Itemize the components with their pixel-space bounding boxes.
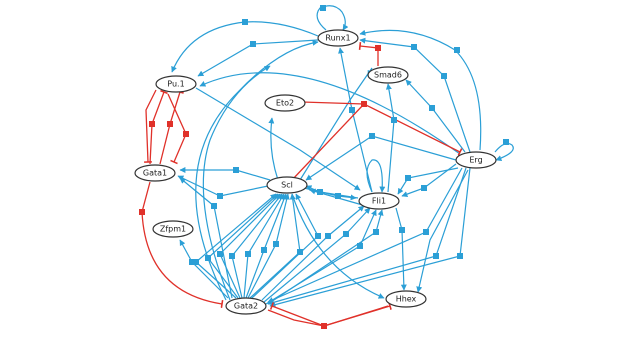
edge-scl-smad6 — [300, 68, 372, 180]
edge-gata2-scl-9 — [252, 194, 318, 298]
node-fli1[interactable] — [359, 193, 399, 209]
edge-gata2-fli1-3 — [266, 210, 376, 304]
edge-scl-gata1-b — [180, 170, 270, 180]
node-label-fli1: Fli1 — [371, 196, 387, 206]
node-label-eto2: Eto2 — [275, 98, 295, 108]
node-zfpm1[interactable] — [153, 221, 193, 237]
node-label-smad6: Smad6 — [374, 70, 402, 80]
edge-gata1-pu1-b — [160, 92, 180, 164]
node-runx1[interactable] — [318, 30, 358, 46]
edge-fli1-smad6 — [388, 84, 394, 192]
edge-fli1-hhex — [396, 208, 404, 290]
edge-runx1-pu1-b — [198, 40, 318, 76]
edge-runx1-pu1-a — [172, 22, 318, 72]
edge-hhex-gata2 — [272, 306, 388, 326]
node-smad6[interactable] — [368, 67, 408, 83]
node-label-hhex: Hhex — [395, 294, 417, 304]
edge-gata2-fli1-2 — [264, 208, 370, 302]
node-label-scl: Scl — [281, 180, 293, 190]
node-label-pu1: Pu.1 — [167, 79, 185, 89]
edge-gata2-self — [268, 306, 390, 326]
edge-fli1-self — [367, 160, 382, 192]
edge-gata1-pu1 — [150, 92, 164, 164]
edge-erg-smad6 — [406, 80, 465, 152]
edge-erg-self — [495, 144, 513, 160]
node-label-runx1: Runx1 — [325, 33, 351, 43]
edge-erg-runx1-b — [360, 40, 470, 152]
edge-pu1-gata1 — [168, 94, 186, 162]
node-label-gata1: Gata1 — [142, 168, 168, 178]
node-label-zfpm1: Zfpm1 — [159, 224, 187, 234]
node-label-erg: Erg — [469, 155, 483, 165]
node-eto2[interactable] — [265, 95, 305, 111]
node-scl[interactable] — [267, 177, 307, 193]
node-gata1[interactable] — [135, 165, 175, 181]
edge-gata2-fli1-4 — [268, 210, 382, 304]
node-label-gata2: Gata2 — [233, 301, 259, 311]
node-gata2[interactable] — [226, 298, 266, 314]
edge-scl-eto2 — [271, 118, 278, 180]
node-pu1[interactable] — [156, 76, 196, 92]
edge-scl-hhex — [292, 194, 387, 298]
node-hhex[interactable] — [386, 291, 426, 307]
node-erg[interactable] — [456, 152, 496, 168]
